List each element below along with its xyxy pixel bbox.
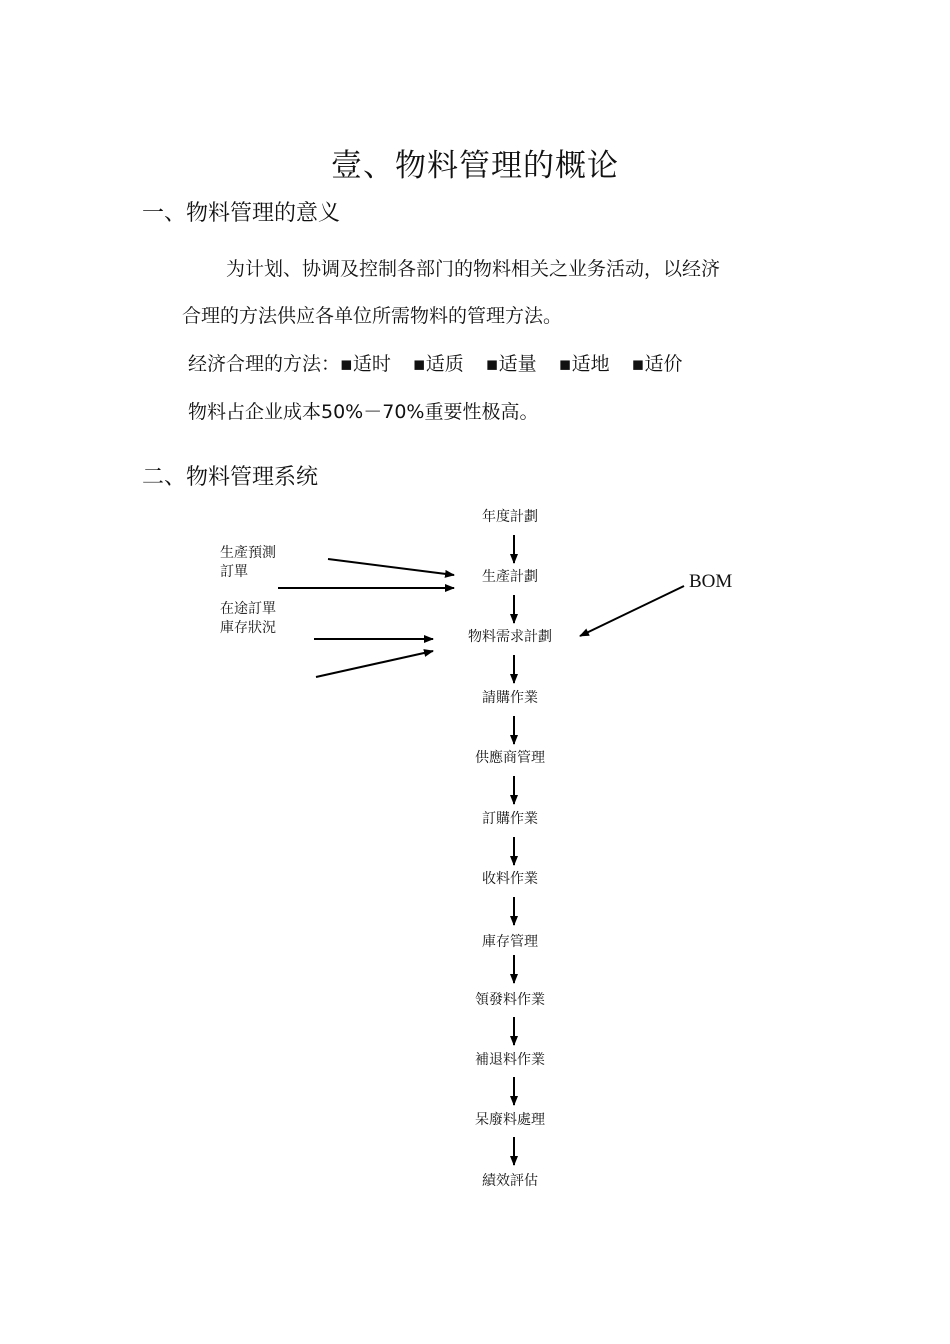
method-quantity: ▪适量 [485, 353, 537, 375]
flow-step-supplier-management: 供應商管理 [475, 750, 545, 766]
input-production-forecast: 生產預測 [220, 545, 276, 561]
flow-step-issuing: 領發料作業 [475, 992, 545, 1008]
methods-label: 经济合理的方法： [188, 353, 341, 375]
input-orders: 訂單 [220, 564, 248, 580]
arrow-forecast-to-production [328, 559, 454, 575]
section-heading-system: 二、物料管理系统 [142, 465, 319, 490]
page-title: 壹、物料管理的概论 [331, 148, 619, 184]
method-timely: ▪适时 [340, 353, 391, 375]
method-place: ▪适地 [558, 353, 610, 375]
method-quality: ▪适质 [412, 353, 464, 375]
arrow-inventory-to-mrp [316, 651, 433, 677]
flow-step-replenish-return: 補退料作業 [475, 1052, 545, 1068]
flow-step-production-plan: 生產計劃 [482, 569, 538, 585]
flow-step-requisition: 請購作業 [482, 690, 538, 706]
cost-share-line: 物料占企业成本50%－70%重要性极高。 [188, 401, 539, 423]
arrow-bom-to-mrp [580, 586, 684, 636]
flow-step-receiving: 收料作業 [482, 871, 538, 887]
bom-label: BOM [689, 571, 733, 592]
section-heading-meaning: 一、物料管理的意义 [142, 201, 341, 226]
meaning-paragraph-line-2: 合理的方法供应各单位所需物料的管理方法。 [182, 305, 563, 327]
flow-step-ordering: 訂購作業 [482, 811, 538, 827]
input-inventory-status: 庫存狀況 [220, 620, 276, 636]
flow-step-mrp: 物料需求計劃 [468, 629, 552, 645]
flow-step-obsolete-handling: 呆廢料處理 [475, 1112, 545, 1128]
flow-step-inventory-management: 庫存管理 [482, 934, 538, 950]
flow-step-annual-plan: 年度計劃 [482, 509, 538, 525]
input-forecast-orders [220, 544, 276, 582]
input-intransit-orders: 在途訂單 [220, 601, 276, 617]
meaning-paragraph-line-1: 为计划、协调及控制各部门的物料相关之业务活动，以经济 [226, 258, 721, 280]
method-price: ▪适价 [631, 353, 683, 375]
input-intransit-inventory [220, 600, 276, 638]
flow-step-performance-evaluation: 績效評估 [482, 1173, 538, 1189]
